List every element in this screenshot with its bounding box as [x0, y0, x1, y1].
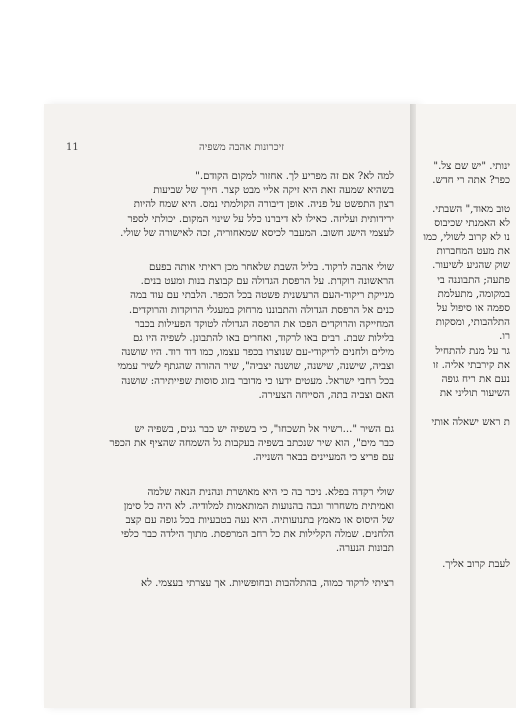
text-line	[416, 401, 510, 415]
text-line: תבונות הנערה.	[335, 543, 394, 555]
text-line: רציתי לרקוד כמוה, בהתלהבות ובחופשיות. אך עצרתי בעצמי. לא	[141, 577, 394, 589]
text-line: השיעור תוליני את	[439, 388, 510, 400]
text-line: הלחנים. שמלה הקלילות את כל רחב המרפסת. מתוך הילדה כבר כלפי	[121, 529, 394, 541]
text-line	[416, 487, 510, 501]
paragraph-gap	[70, 241, 394, 261]
text-line: גר על מנת להתחיל	[435, 345, 510, 357]
text-line: שולי אהבה לרקוד. בליל השבת שלאחר מכן ראיתי אותה בפעם	[149, 262, 394, 274]
text-line	[416, 188, 510, 202]
page-number: 11	[66, 142, 79, 153]
text-line: ירידותית ועליזה. כאילו לא דיברנו כלל על שינוי המקום. יכולתי לספר	[127, 213, 394, 225]
text-line	[416, 529, 510, 543]
text-line: לעצמי הישג חשוב. המעבר לכיסא שמאחוריה, זכה לאישורה של שולי.	[120, 227, 394, 239]
text-line: את קירבתי אליה. זו	[432, 359, 510, 371]
text-line	[416, 501, 510, 515]
text-line: שוק שהגיע לשיעור.	[432, 260, 510, 272]
text-line: כפר? אתה רי חדש.	[432, 175, 510, 187]
text-line: בשהיא שמעה זאת היא זיקה אליי מבט קצר. חייך של שביעות	[153, 185, 394, 197]
running-title: זיכרונות אהבה משפיה	[199, 142, 284, 153]
text-line	[416, 472, 510, 486]
paragraph-gap	[70, 466, 394, 486]
text-line	[416, 543, 510, 557]
text-line: מילים ולחנים לריקודי-עם שנוצרו בכפר עצמו, כמו דוד רוד. היו שושנה	[121, 347, 394, 359]
text-line: בכל רחבי ישראל. מעטים ידעו כי מדובר בזוג סוסות שפייתירה: שושנה	[121, 375, 394, 387]
text-line: רו.	[499, 331, 510, 343]
text-line: שולי רקדה בפלא. ניכר בה כי היא מאושרת ונהנית הנאה שלמה	[147, 486, 394, 498]
text-line: מנייקת ריקוד-העם הרעשנית פשטה בכל הכפר. הלבתי עם עוד במה	[130, 290, 394, 302]
left-page-body	[70, 170, 394, 591]
right-page-body	[416, 160, 510, 572]
text-line: רצון התפשט על פניה. אופן דיבורה הקולמתי נמס. היא שמח להיות	[133, 199, 394, 211]
text-line: בלילות שבת. רבים באו לרקוד, ואחרים באו להתבונן. לשפיה היו גם	[132, 333, 394, 345]
text-line	[416, 430, 510, 444]
text-line	[416, 458, 510, 472]
text-line: של היסוס או מאמץ בתנועותיה. היא נעה בטבעיות בכל גופה עם קצב	[125, 515, 394, 527]
text-line: וצביה, שישנה, שישנה, שושנה יצביה", שיר ההורה שהגתף לשיר עממי	[117, 361, 394, 373]
text-line: במקומה, מתעלמת	[437, 288, 510, 300]
page-header	[66, 142, 394, 156]
text-line: הראשונה רוקדת. על הרפסת הגדולה עם קבוצת בנות ומעט בנים.	[140, 276, 394, 288]
paragraph-gap	[70, 403, 394, 423]
left-page	[44, 104, 417, 708]
text-line: ספמה או סיפול על	[436, 303, 510, 315]
text-line	[416, 444, 510, 458]
text-line: עם פריצ כי המעיינים בבאר השנייה.	[252, 452, 394, 464]
text-line: לא האמנתי שכיבוס	[434, 217, 510, 229]
text-line: האם וצביה בתה, הסייחה הצעירה.	[258, 389, 394, 401]
text-line: נו לא קרוב לשולי, כמו	[423, 232, 510, 244]
text-line: כנים אל הרפסת הגדולה והתבוננו מרחוק במעגלי הרוקדות והרוקדים.	[128, 304, 394, 316]
text-line: טוב מאוד," השבתי.	[432, 203, 510, 215]
text-line: למה לא? אם זה מפריע לך. אחזור למקום הקודם."	[195, 171, 394, 182]
text-line: את מעט המחברות	[436, 246, 510, 258]
text-line: ואמיתית משחרור וגבה בהנועות המותאמות למלודיה. לא היה כל סימן	[123, 500, 394, 512]
text-line: ת ראש ישאלה אותי	[431, 416, 510, 428]
right-page-fragment	[416, 104, 516, 708]
text-line: המחייקה והרוקדים הפכו את הרפסה הגדולה לטוקד הפעילות בכבר	[134, 318, 394, 330]
text-line: גם השיר "...רשיר אל תשכחו", כי בשפיה יש כבר גנים, בשפיה יש	[134, 424, 394, 436]
text-line: ינותי. "יש שם צל."	[433, 161, 510, 172]
text-line: כבר מים", הוא שיר שנכתב בשפיה בעקבות גל השמחה שהציף את הכפר	[109, 438, 394, 450]
text-line: התלהבותי, ומסקות	[435, 317, 510, 329]
paragraph-gap	[70, 557, 394, 577]
text-line: פתעה; התבוננה בי	[437, 274, 510, 286]
text-line	[416, 515, 510, 529]
text-line: נעם את ריח גופה	[441, 374, 510, 386]
text-line: לעבת קרוב אליך.	[442, 558, 510, 570]
